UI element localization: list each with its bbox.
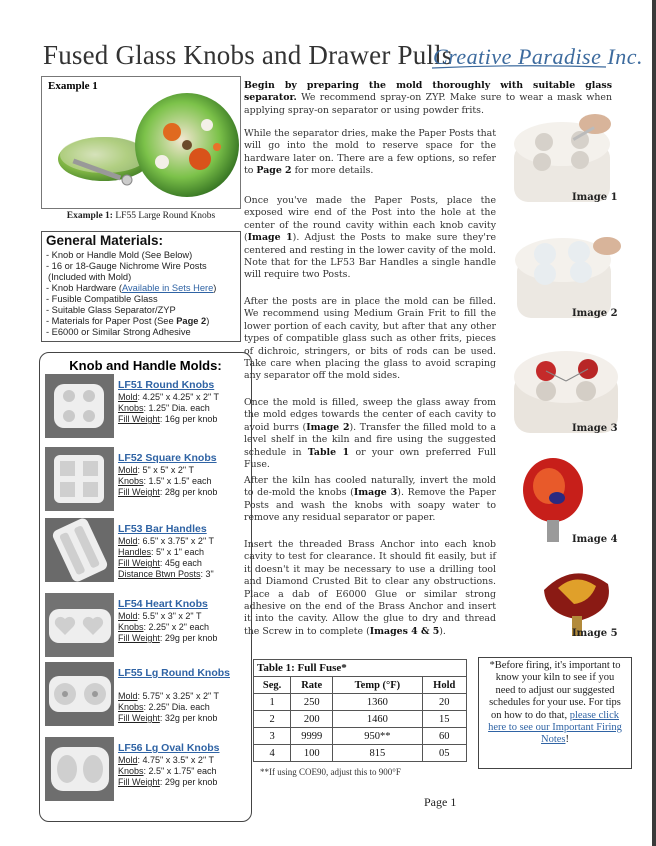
instruction-paragraph-6: After the kiln has cooled naturally, invert the mold to de-mold the knobs (Image 3). Remove the Paper Posts and wash the knobs with soapy water to remove any residual separator or paper. [244,475,496,524]
mold-spec: Mold: 5.5" x 3" x 2" T [118,611,202,621]
page-title: Fused Glass Knobs and Drawer Pulls [43,40,453,70]
mold-photo [45,374,114,438]
mold-item-lf52 [45,447,249,511]
mold-item-lf53 [45,518,249,588]
table-row [254,728,467,745]
materials-heading: General Materials: [46,233,164,248]
image-4-label: Image 4 [572,534,618,545]
material-item: - Fusible Compatible Glass [46,294,158,304]
example-caption: Example 1: LF55 Large Round Knobs [66,211,216,221]
image-2-photo [507,228,621,320]
table-cell: 3 [254,728,291,745]
table-cell: 05 [422,745,466,762]
mold-spec: Distance Btwn Posts: 3" [118,569,214,579]
image-3-label: Image 3 [572,423,618,434]
mold-spec: Fill Weight: 32g per knob [118,713,218,723]
mold-spec: Mold: 6.5" x 3.75" x 2" T [118,536,214,546]
image-5-label: Image 5 [572,628,618,639]
instruction-paragraph-1: Begin by preparing the mold thoroughly with suitable glass separator. We recommend spray-on ZYP. Make sure to wear a mask when applying spray-on separator or using powder frits. [244,80,612,116]
mold-photo [45,447,114,511]
firing-note-box: *Before firing, it's important to know your kiln to see if you need to adjust our suggested schedules for your use. For tips on how to do that, please click here to see our Important Firing Notes! [478,657,632,769]
instruction-paragraph-5: Once the mold is filled, sweep the glass away from the mold edges towards the center of each cavity to avoid burrs (Image 2). Transfer the filled mold to a level shelf in the kiln and fire using the suggested schedule in Table 1 or your own preferred Full Fuse. [244,397,496,471]
mold-link[interactable]: LF53 Bar Handles [118,523,207,535]
table-cell: 950** [333,728,422,745]
table-cell: 1 [254,694,291,711]
mold-spec: Knobs: 2.5" x 1.75" each [118,766,217,776]
instruction-paragraph-3: Once you've made the Paper Posts, place the exposed wire end of the Post into the hole at the center of the round cavity within each knob cavity (Image 1). Adjust the Posts to make sure they're centered and resting in the lower cavity of the mold. Note that for the LF53 Bar Handles a single handle will require two Posts. [244,195,497,281]
molds-heading: Knob and Handle Molds: [69,358,222,373]
instruction-paragraph-4: After the posts are in place the mold can be filled. We recommend using Medium Grain Frit to fill the lower portion of each cavity, but after that any other types of compatible glass such as other frits, pieces of dichroic, stringers, or bits of rods can be used. Take care when placing the glass to avoid scraping any separator off the mold sides. [244,296,496,382]
mold-photo [45,737,114,801]
table-cell: 15 [422,711,466,728]
mold-spec: Fill Weight: 28g per knob [118,487,218,497]
mold-spec: Fill Weight: 29g per knob [118,777,218,787]
instruction-paragraph-2: While the separator dries, make the Paper Posts that will go into the mold to reserve space for the hardware later on. There are a few options, so refer to Page 2 for more details. [244,128,496,177]
mold-spec: Mold: 4.25" x 4.25" x 2" T [118,392,219,402]
firing-notes-link[interactable]: please click here to see our Important Firing Notes [488,709,622,746]
mold-item-lf54 [45,593,249,657]
mold-spec: Knobs: 1.25" Dia. each [118,403,210,413]
table-header: Temp (°F) [333,677,422,694]
table-cell: 2 [254,711,291,728]
mold-photo [45,593,114,657]
mold-link[interactable]: LF54 Heart Knobs [118,598,208,610]
table-footnote: **If using COE90, adjust this to 900°F [260,767,401,777]
general-materials-box [41,231,241,342]
table-cell: 200 [291,711,333,728]
table-cell: 9999 [291,728,333,745]
instruction-paragraph-7: Insert the threaded Brass Anchor into each knob cavity to test for clearance. It should fit easily, but if it doesn't it may be necessary to use a drilling tool and Diamond Crusted Bit to clear any obstructions. Place a dab of E6000 Glue or similar strong adhesive on the end of the Brass Anchor and insert it into the cavity. Allow the glue to dry and thread the Screw in to complete (Images 4 & 5). [244,539,496,637]
mold-link[interactable]: LF56 Lg Oval Knobs [118,742,220,754]
material-item: - Materials for Paper Post (See Page 2) [46,316,210,326]
table-header: Seg. [254,677,291,694]
material-item: - Suitable Glass Separator/ZYP [46,305,176,315]
firing-note-text: *Before firing, it's important to know your kiln to see if you need to adjust our suggested schedules for your use. For tips on how to do that, [489,660,621,721]
mold-link[interactable]: LF52 Square Knobs [118,452,217,464]
mold-link[interactable]: LF51 Round Knobs [118,379,215,391]
table-header: Rate [291,677,333,694]
mold-spec: Knobs: 2.25" Dia. each [118,702,210,712]
material-item: - Knob or Handle Mold (See Below) [46,250,193,260]
image-2-label: Image 2 [572,308,618,319]
mold-photo [45,518,114,582]
table-cell: 250 [291,694,333,711]
page-number: Page 1 [424,795,457,809]
table-row [254,694,467,711]
mold-spec: Fill Weight: 16g per knob [118,414,218,424]
material-item: (Included with Mold) [48,272,132,282]
example-photo [41,76,241,209]
mold-spec: Fill Weight: 29g per knob [118,633,218,643]
example-label: Example 1 [48,80,98,92]
mold-spec: Knobs: 1.5" x 1.5" each [118,476,212,486]
molds-box [39,352,252,822]
brand-logo: Creative Paradise Inc. [433,44,643,69]
table-row [254,711,467,728]
table-cell: 60 [422,728,466,745]
table-row [254,745,467,762]
image-1-label: Image 1 [572,192,618,203]
table-cell: 1460 [333,711,422,728]
mold-spec: Handles: 5" x 1" each [118,547,204,557]
image-3-photo [510,343,622,435]
mold-spec: Mold: 5" x 5" x 2" T [118,465,194,475]
mold-spec: Fill Weight: 45g each [118,558,202,568]
brand-swoosh [430,64,608,70]
table-cell: 100 [291,745,333,762]
table-header: Hold [422,677,466,694]
hardware-sets-link[interactable]: Available in Sets Here [121,283,214,293]
mold-spec: Mold: 5.75" x 3.25" x 2" T [118,691,219,701]
mold-spec: Mold: 4.75" x 3.5" x 2" T [118,755,214,765]
firing-schedule-table [253,659,467,762]
mold-item-lf56 [45,737,249,807]
table-cell: 20 [422,694,466,711]
mold-item-lf55 [45,662,249,732]
material-item: - E6000 or Similar Strong Adhesive [46,327,191,337]
table-cell: 4 [254,745,291,762]
table-caption: Table 1: Full Fuse* [254,660,467,677]
material-item: - Knob Hardware (Available in Sets Here) [46,283,217,293]
table-cell: 815 [333,745,422,762]
mold-photo [45,662,114,726]
mold-item-lf51 [45,374,249,438]
mold-spec: Knobs: 2.25" x 2" each [118,622,209,632]
table-cell: 1360 [333,694,422,711]
knob-photo-illustration [42,77,240,208]
material-item: - 16 or 18-Gauge Nichrome Wire Posts [46,261,207,271]
mold-link[interactable]: LF55 Lg Round Knobs [118,667,230,679]
